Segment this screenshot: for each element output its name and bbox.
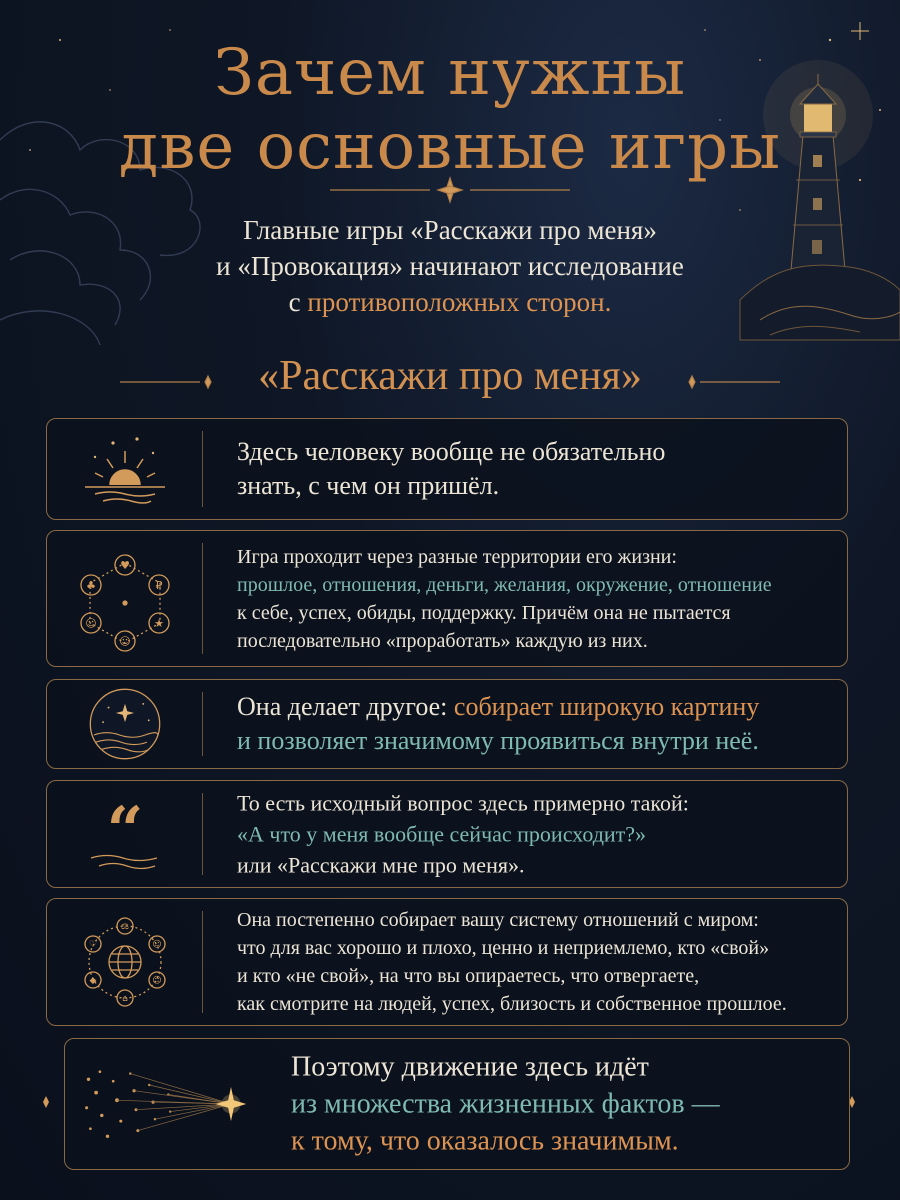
sunrise-icon (65, 423, 185, 515)
card-divider (202, 911, 203, 1013)
card-6-text (291, 1049, 833, 1160)
section-title: «Расскажи про меня» (258, 353, 642, 399)
life-territories-icon (65, 544, 185, 654)
card-3-line1-accent: собирает широкую картину (453, 692, 760, 721)
card-divider (202, 692, 203, 756)
svg-text:“: “ (106, 793, 144, 868)
card-4-line3: или «Расскажи мне про меня». (237, 852, 525, 878)
card-6 (64, 1038, 850, 1170)
page-title-line1: Зачем нужны (213, 36, 687, 110)
card-divider (202, 543, 203, 654)
page-title-line2: две основные игры (118, 110, 782, 184)
card-4-line2: «А что у меня вообще сейчас происходит?» (237, 821, 647, 847)
card-5-line1: Она постепенно собирает вашу систему отношений с миром: (237, 909, 759, 931)
card-2-line1: Игра проходит через разные территории его жизни: (237, 545, 677, 568)
svg-text:₽: ₽ (155, 578, 163, 592)
intro-line1: Главные игры «Расскажи про меня» (243, 215, 657, 245)
svg-text:☺: ☺ (152, 940, 162, 950)
globe-network-icon (65, 908, 185, 1016)
card-4-text (237, 788, 831, 881)
card-2-text (237, 543, 831, 655)
card-5 (46, 898, 848, 1026)
starry-circle-icon (65, 682, 185, 766)
svg-text:☺: ☺ (85, 616, 97, 630)
card-divider (202, 793, 203, 875)
card-3-line2: и позволяет значимому проявиться внутри неё. (237, 726, 759, 755)
card-2-line2: прошлое, отношения, деньги, желания, окружение, отношение (237, 573, 772, 596)
card-4 (46, 780, 848, 888)
card-3 (46, 679, 848, 769)
intro-line3-accent: противоположных сторон. (307, 287, 612, 317)
intro-line2: и «Провокация» начинают исследование (216, 251, 684, 281)
card-4-line1: То есть исходный вопрос здесь примерно такой: (237, 790, 689, 816)
svg-text:◆: ◆ (89, 976, 97, 986)
svg-text:♡: ♡ (88, 940, 98, 950)
card-3-line1-pre: Она делает другое: (237, 692, 454, 721)
svg-text:☺: ☺ (119, 634, 131, 648)
card-1 (46, 418, 848, 520)
svg-text:♥: ♥ (120, 558, 130, 572)
quote-icon (65, 788, 185, 880)
svg-text:⚖: ⚖ (120, 922, 130, 932)
card-2 (46, 530, 848, 667)
card-1-line2: знать, с чем он пришёл. (237, 471, 500, 500)
converging-stars-icon (79, 1058, 269, 1150)
intro-line3-pre: с (288, 287, 308, 317)
card-1-text (237, 435, 831, 503)
svg-text:★: ★ (154, 616, 164, 630)
card-5-line4: как смотрите на людей, успех, близость и собственное прошлое. (237, 993, 787, 1015)
card-3-line1 (237, 690, 831, 724)
card-6-line1: Поэтому движение здесь идёт (291, 1051, 649, 1083)
card-divider (202, 431, 203, 507)
intro-line3 (170, 284, 730, 320)
card-6-line3: к тому, что оказалось значимым. (291, 1125, 679, 1157)
card-5-line3: и кто «не свой», на что вы опираетесь, что отвергаете, (237, 965, 700, 987)
svg-text:⌂: ⌂ (122, 994, 128, 1004)
card-3-text (237, 690, 831, 758)
card-5-text (237, 906, 831, 1018)
card-1-line1: Здесь человеку вообще не обязательно (237, 437, 666, 466)
card-5-line2: что для вас хорошо и плохо, ценно и неприемлемо, кто «свой» (237, 937, 770, 959)
svg-text:☺: ☺ (152, 976, 162, 986)
card-2-line4: последовательно «проработать» каждую из них. (237, 629, 648, 652)
svg-text:♣: ♣ (86, 578, 96, 592)
card-2-line3: к себе, успех, обиды, поддержку. Причём она не пытается (237, 601, 731, 624)
card-6-line2: из множества жизненных фактов — (291, 1088, 720, 1120)
intro-text (170, 212, 730, 320)
